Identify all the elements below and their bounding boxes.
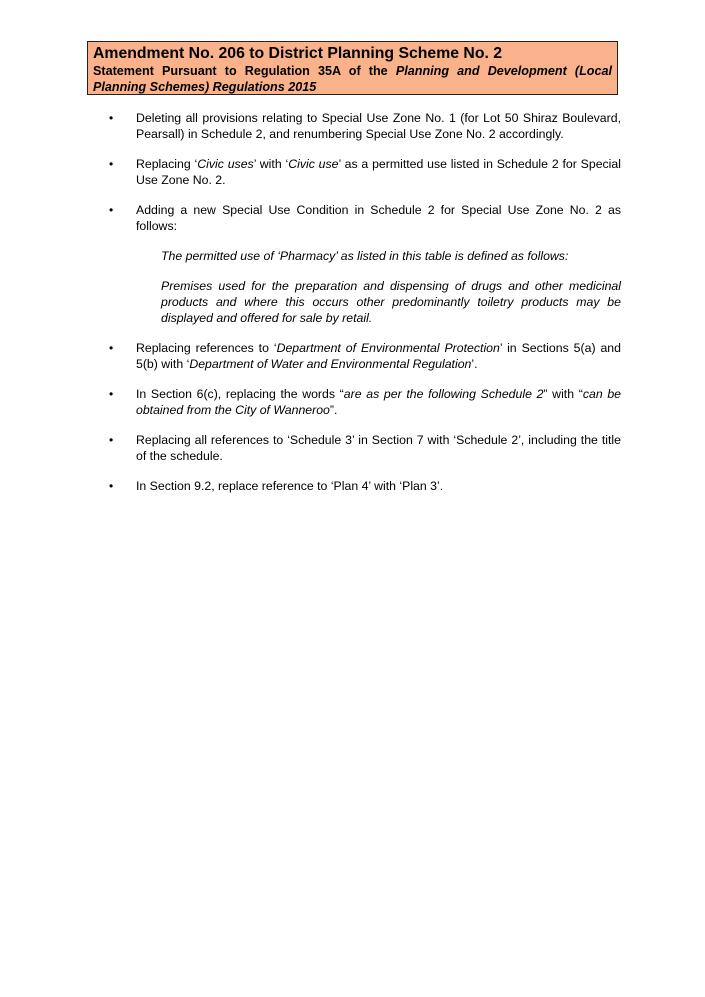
quoted-condition: The permitted use of ‘Pharmacy’ as listed in this table is defined as follows: (161, 249, 569, 263)
header-box (87, 41, 618, 95)
list-item (109, 432, 621, 464)
subtitle-regulation: Planning and Development (Local Planning Schemes) Regulations 2015 (93, 64, 613, 94)
list-item-text: In Section 9.2, replace reference to ‘Plan 4’ with ‘Plan 3’. (136, 479, 444, 493)
list-item-text: Replacing all references to ‘Schedule 3’ in Section 7 with ‘Schedule 2’, including the title of the schedule. (136, 433, 621, 463)
bullet-icon: • (109, 479, 114, 493)
bullet-icon: • (109, 203, 114, 217)
list-item-text: Replacing ‘Civic uses’ with ‘Civic use’ as a permitted use listed in Schedule 2 for Special Use Zone No. 2. (136, 157, 621, 187)
list-item (109, 156, 621, 188)
list-item (109, 340, 621, 372)
quoted-definition: Premises used for the preparation and dispensing of drugs and other medicinal products and where this occurs other predominantly toiletry products may be displayed and offered for sale by retail. (161, 279, 621, 325)
list-item-text: In Section 6(c), replacing the words “are as per the following Schedule 2” with “can be obtained from the City of Wanneroo”. (136, 387, 622, 417)
bullet-icon: • (109, 157, 114, 171)
subtitle-prefix: Statement Pursuant to Regulation 35A of the (93, 64, 396, 78)
page-title: Amendment No. 206 to District Planning Scheme No. 2 (93, 45, 503, 62)
list-item-text: Replacing references to ‘Department of Environmental Protection’ in Sections 5(a) and 5(b) with ‘Department of Water and Environmental Regulation’. (136, 341, 621, 371)
bullet-icon: • (109, 387, 114, 401)
list-item-text: Deleting all provisions relating to Special Use Zone No. 1 (for Lot 50 Shiraz Boulevard, Pearsall) in Schedule 2, and renumbering Special Use Zone No. 2 accordingly. (136, 111, 621, 141)
bullet-icon: • (109, 111, 114, 125)
list-item (109, 202, 621, 326)
bullet-icon: • (109, 341, 114, 355)
list-item (109, 478, 621, 494)
amendment-list (109, 110, 621, 508)
list-item (109, 110, 621, 142)
page-subtitle (93, 63, 612, 95)
bullet-icon: • (109, 433, 114, 447)
list-item (109, 386, 621, 418)
list-item-text: Adding a new Special Use Condition in Schedule 2 for Special Use Zone No. 2 as follows: (136, 203, 621, 233)
